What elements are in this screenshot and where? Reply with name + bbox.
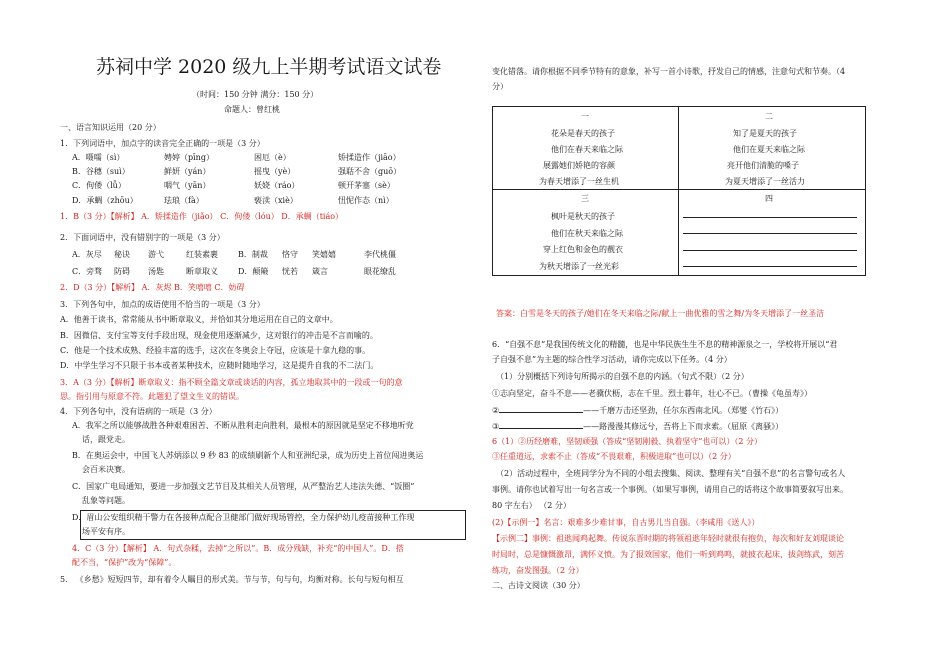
answer-blank-line[interactable] (683, 250, 857, 251)
option-text: 红装素裹 (186, 250, 218, 259)
question-stem: 4．下列各句中，没有语病的一项是（3 分） (60, 407, 217, 416)
option-text: 断章取义 (186, 267, 218, 276)
poem-line: 为夏天增添了一丝活力 (725, 177, 805, 186)
exam-title: 苏祠中学 2020 级九上半期考试语文试卷 (96, 56, 442, 78)
option-text: 场平安有序。 (82, 527, 130, 536)
option-text: 咽气（yān） (164, 181, 211, 190)
poem-line: 花朵是春天的孩子 (551, 129, 615, 138)
option-text: 强聒不舍（guō） (338, 167, 402, 176)
question-stem: 1．下列词语中，加点字的读音完全正确的一项是（3 分） (60, 139, 265, 148)
answer-blank-line[interactable] (683, 217, 857, 218)
option-text: D．中学生学习不只限于书本或者某种技术，应随时随地学习，这是提升自我的不二法门。 (60, 361, 379, 370)
option-text: 困厄（è） (254, 153, 291, 162)
option-text: D．颠簸 (238, 267, 269, 276)
answer-blank-line[interactable] (683, 266, 857, 267)
option-text: B．在奥运会中，中国飞人苏炳添以 9 秒 83 的成绩刷新个人和亚洲纪录，成为历史上首位闯进奥运 (72, 451, 424, 460)
question-stem: 5． 《乡愁》短短四节，却有着令人瞩目的形式美。节与节，句与句，均衡对称。长句与短句相互 (60, 575, 404, 584)
answer-text: 6（1）②历经磨难，坚韧顽强（答成“坚韧刚毅、执着坚守”也可以）（2 分） (492, 437, 762, 446)
poem-line: 他们在秋天来临之际 (551, 229, 623, 238)
fill-blank[interactable] (499, 404, 583, 413)
poem-line: 穿上红色和金色的靓衣 (543, 245, 623, 254)
option-text: D．眉山公安组织精干警力在各接种点配合卫健部门做好现场管控，全力保护幼儿疫苗接种工作现 (72, 513, 415, 522)
question-stem: 6．“自强不息”是我国传统文化的精髓，也是中华民族生生不息的精神源泉之一，学校将开展以“君 (492, 340, 838, 349)
poem-line: 为春天增添了一丝生机 (539, 177, 619, 186)
option-text: C．国家广电局通知，要进一步加强文艺节目及其相关人员管理，从严整治艺人违法失德、“饭圈” (72, 482, 415, 491)
option-text: 箴言 (312, 267, 328, 276)
section-heading: 一、语言知识运用（20 分） (60, 123, 161, 132)
question-text: ①志向坚定，奋斗不息——老骥伏枥，志在千里。烈士暮年，壮心不已。（曹操《龟虽寿》） (492, 389, 812, 398)
option-text: 恪守 (282, 250, 298, 259)
question-stem: 3．下列各句中，加点的成语使用不恰当的一项是（3 分） (60, 300, 265, 309)
question-text: 事例。请你也试着写出一句名言或一个事例。（如果写事例，请用自己的话将这个故事简要叙写出来。 (492, 485, 848, 494)
answer-text: 答案：白雪是冬天的孩子/她们在冬天来临之际/献上一曲优雅的雪之舞/为冬天增添了一丝圣洁 (496, 309, 825, 318)
option-text: 忸怩作态（nì） (338, 196, 394, 205)
question-text: 变化错落。请你根据不同季节特有的意象，补写一首小诗歌，抒发自己的情感，注意句式和节奏。（4 (492, 67, 846, 76)
question-text: ③ ——路漫漫其修远兮，吾将上下而求索。（屈原《离骚》） (492, 422, 784, 431)
answer-text: 【示例二】事例：祖逖闻鸡起舞。传说东晋时期的将领祖逖年轻时就很有抱负，每次和好友刘琨谈论 (492, 534, 844, 543)
poem-line: 知了是夏天的孩子 (733, 129, 797, 138)
option-text: 话，跟党走。 (82, 435, 130, 444)
option-text: A．灰尽 (72, 250, 102, 259)
answer-text: 练功，奋发图强。（2 分） (492, 566, 584, 575)
highlight-box (80, 510, 466, 540)
option-text: A．我军之所以能够战胜各种艰难困苦、不断从胜利走向胜利，最根本的原因就是坚定不移地听党 (72, 421, 414, 430)
option-text: 珐琅（fà） (164, 196, 204, 205)
question-text: （2）活动过程中，全班同学分为不同的小组去搜集、阅读、整理有关“自强不息”的名言警句或名人 (496, 469, 846, 478)
option-text: B．因微信、支付宝等支付手段出现，现金使用逐渐减少，这对银行的冲击是不言而喻的。 (60, 331, 378, 340)
option-text: 恍若 (282, 267, 298, 276)
question-text: ② ——千磨万击还坚劲，任尔东西南北风。（郑燮《竹石》） (492, 406, 784, 415)
poem-line: 为秋天增添了一丝光彩 (539, 262, 619, 271)
option-text: 妖娆（ráo） (254, 181, 300, 190)
poem-line: 他们在春天来临之际 (551, 145, 623, 154)
answer-text: 2．D（3 分）【解析】 A．灰烬 B．笑嘻嘻 C．妨碍 (60, 283, 245, 292)
option-text: 汤匙 (148, 267, 164, 276)
poem-line: 展露她们娇艳的容颜 (543, 161, 615, 170)
option-text: 防碍 (114, 267, 130, 276)
question-text: （1）分别概括下列诗句所揭示的自强不息的内涵。（句式不限）（2 分） (496, 372, 749, 381)
table-header: 一 (581, 112, 589, 121)
option-text: 李代桃僵 (364, 250, 396, 259)
answer-text: ③任重道远，求索不止（答成“不畏艰难，积极进取”也可以）（2 分） (492, 452, 736, 461)
option-text: B．制裁 (238, 250, 268, 259)
table-header: 二 (765, 112, 773, 121)
option-text: 游弋 (148, 250, 164, 259)
exam-author: 命题人：曾红桃 (224, 105, 280, 114)
answer-text: 1．B（3 分）【解析】 A．矫揉造作（jiǎo） C．佝偻（lóu） D．承蜩（tiáo） (60, 212, 344, 221)
answer-text: 思。指引用与原意不符。此题犯了望文生义的错误。 (60, 392, 244, 401)
section-heading: 二、古诗文阅读（30 分） (492, 581, 585, 590)
answer-text: 时局时，总是慷慨激昂，满怀义愤。为了报效国家，他们一听到鸡鸣，就披衣起床，拔剑练武，刻苦 (492, 550, 844, 559)
option-text: C．旁骛 (72, 267, 103, 276)
question-stem: 子自强不息”为主题的综合性学习活动，请你完成以下任务。（4 分） (492, 355, 732, 364)
option-text: 鲜妍（yán） (164, 167, 211, 176)
poem-line: 他们在夏天来临之际 (733, 145, 805, 154)
option-text: 亵渎（xiè） (254, 196, 298, 205)
question-text: 分） (492, 82, 508, 91)
option-text: B．谷穗（suì） (72, 167, 130, 176)
option-text: 会百米决赛。 (82, 465, 130, 474)
table-header: 三 (581, 194, 589, 203)
poem-table (492, 106, 866, 276)
option-text: 矫揉造作（jiāo） (338, 153, 401, 162)
answer-text: 配不当，“保护”改为“保障”。 (72, 558, 177, 567)
question-text: 80 字左右） （2 分） (492, 501, 571, 510)
option-text: 笑嬉嬉 (312, 250, 336, 259)
option-text: 秘诀 (114, 250, 130, 259)
option-text: D．承蜩（zhōu） (72, 196, 138, 205)
answer-text: 4．C（3 分）【解析】 A．句式杂糅，去掉“之所以”。B．成分残缺，补充“的中国人”。D．搭 (72, 544, 404, 553)
answer-text: (2)【示例一】名言：艰难多少难甘事，自古男儿当自强。（李咸用《送人》） (492, 518, 760, 527)
exam-time-score: （时间：150 分钟 满分：150 分） (192, 90, 319, 99)
poem-line: 亮开他们清脆的嗓子 (727, 161, 799, 170)
poem-line: 枫叶是秋天的孩子 (551, 212, 615, 221)
option-text: 乱象等问题。 (82, 496, 130, 505)
option-text: 顿开茅塞（sè） (338, 181, 395, 190)
option-text: A．嗫嚅（sì） (72, 153, 125, 162)
option-text: C．他是一个技术成熟、经验丰富的选手，这次在冬奥会上夺冠，应该是十拿九稳的事。 (60, 346, 371, 355)
table-header: 四 (765, 194, 773, 203)
question-stem: 2．下面词语中，没有错别字的一项是（3 分） (60, 233, 225, 242)
answer-text: 3．A（3 分）【解析】断章取义：指不顾全篇文章或谈话的内容，孤立地取其中的一段或一句的意 (60, 378, 403, 387)
option-text: 娉婷（pīng） (164, 153, 214, 162)
option-text: 摇曳（yè） (254, 167, 296, 176)
option-text: A．他善于读书，常常能从书中断章取义，并恰如其分地运用在自己的文章中。 (60, 315, 338, 324)
fill-blank[interactable] (499, 420, 583, 429)
answer-blank-line[interactable] (683, 233, 857, 234)
option-text: 眼花缭乱 (364, 267, 396, 276)
option-text: C．佝偻（lǚ） (72, 181, 126, 190)
